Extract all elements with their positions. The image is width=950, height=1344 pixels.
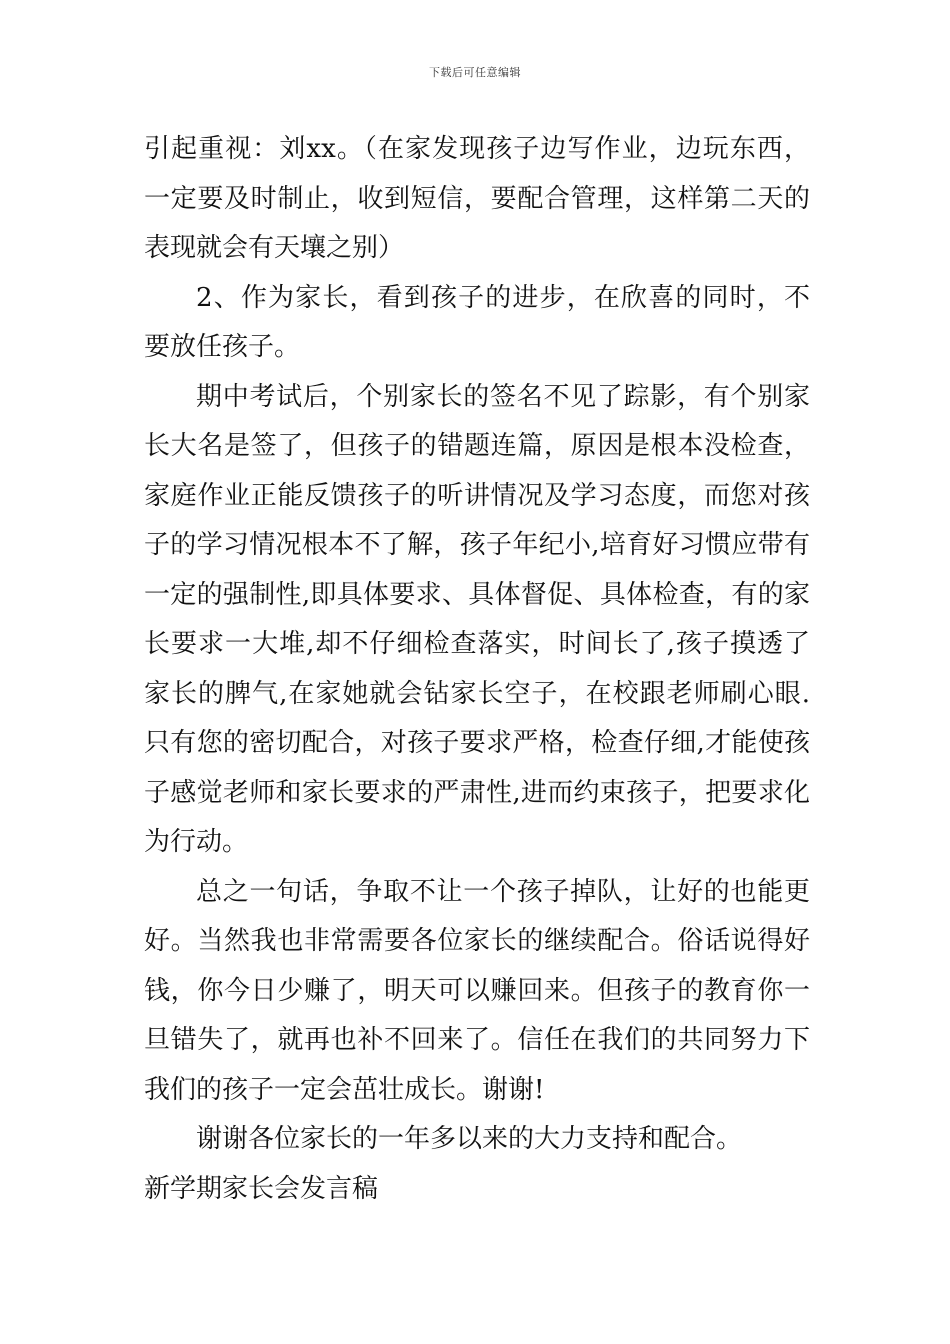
- paragraph-thanks: 谢谢各位家长的一年多以来的大力支持和配合。: [196, 1124, 743, 1154]
- page-header-note: 下载后可任意编辑: [429, 66, 521, 79]
- paragraph-continuation: 引起重视：刘xx。（在家发现孩子边写作业，边玩东西，一定要及时制止，收到短信，要配合管理，这样第二天的表现就会有天壤之别）: [144, 134, 810, 263]
- document-body: [144, 125, 810, 1214]
- paragraph-conclusion: 总之一句话，争取不让一个孩子掉队，让好的也能更好。当然我也非常需要各位家长的继续配合。俗话说得好钱，你今日少赚了，明天可以赚回来。但孩子的教育你一旦错失了，就再也补不回来了。信任在我们的共同努力下我们的孩子一定会茁壮成长。谢谢!: [144, 876, 810, 1105]
- document-title: 新学期家长会发言稿: [144, 1173, 379, 1204]
- paragraph-midterm: 期中考试后，个别家长的签名不见了踪影，有个别家长大名是签了，但孩子的错题连篇，原因是根本没检查，家庭作业正能反馈孩子的听讲情况及学习态度，而您对孩子的学习情况根本不了解，孩子年纪小,培育好习惯应带有一定的强制性,即具体要求、具体督促、具体检查，有的家长要求一大堆,却不仔细检查落实，时间长了,孩子摸透了家长的脾气,在家她就会钻家长空子，在校跟老师刷心眼.只有您的密切配合，对孩子要求严格，检查仔细,才能使孩子感觉老师和家长要求的严肃性,进而约束孩子，把要求化为行动。: [144, 381, 810, 857]
- paragraph-point-2: 2、作为家长，看到孩子的进步，在欣喜的同时，不要放任孩子。: [144, 282, 810, 362]
